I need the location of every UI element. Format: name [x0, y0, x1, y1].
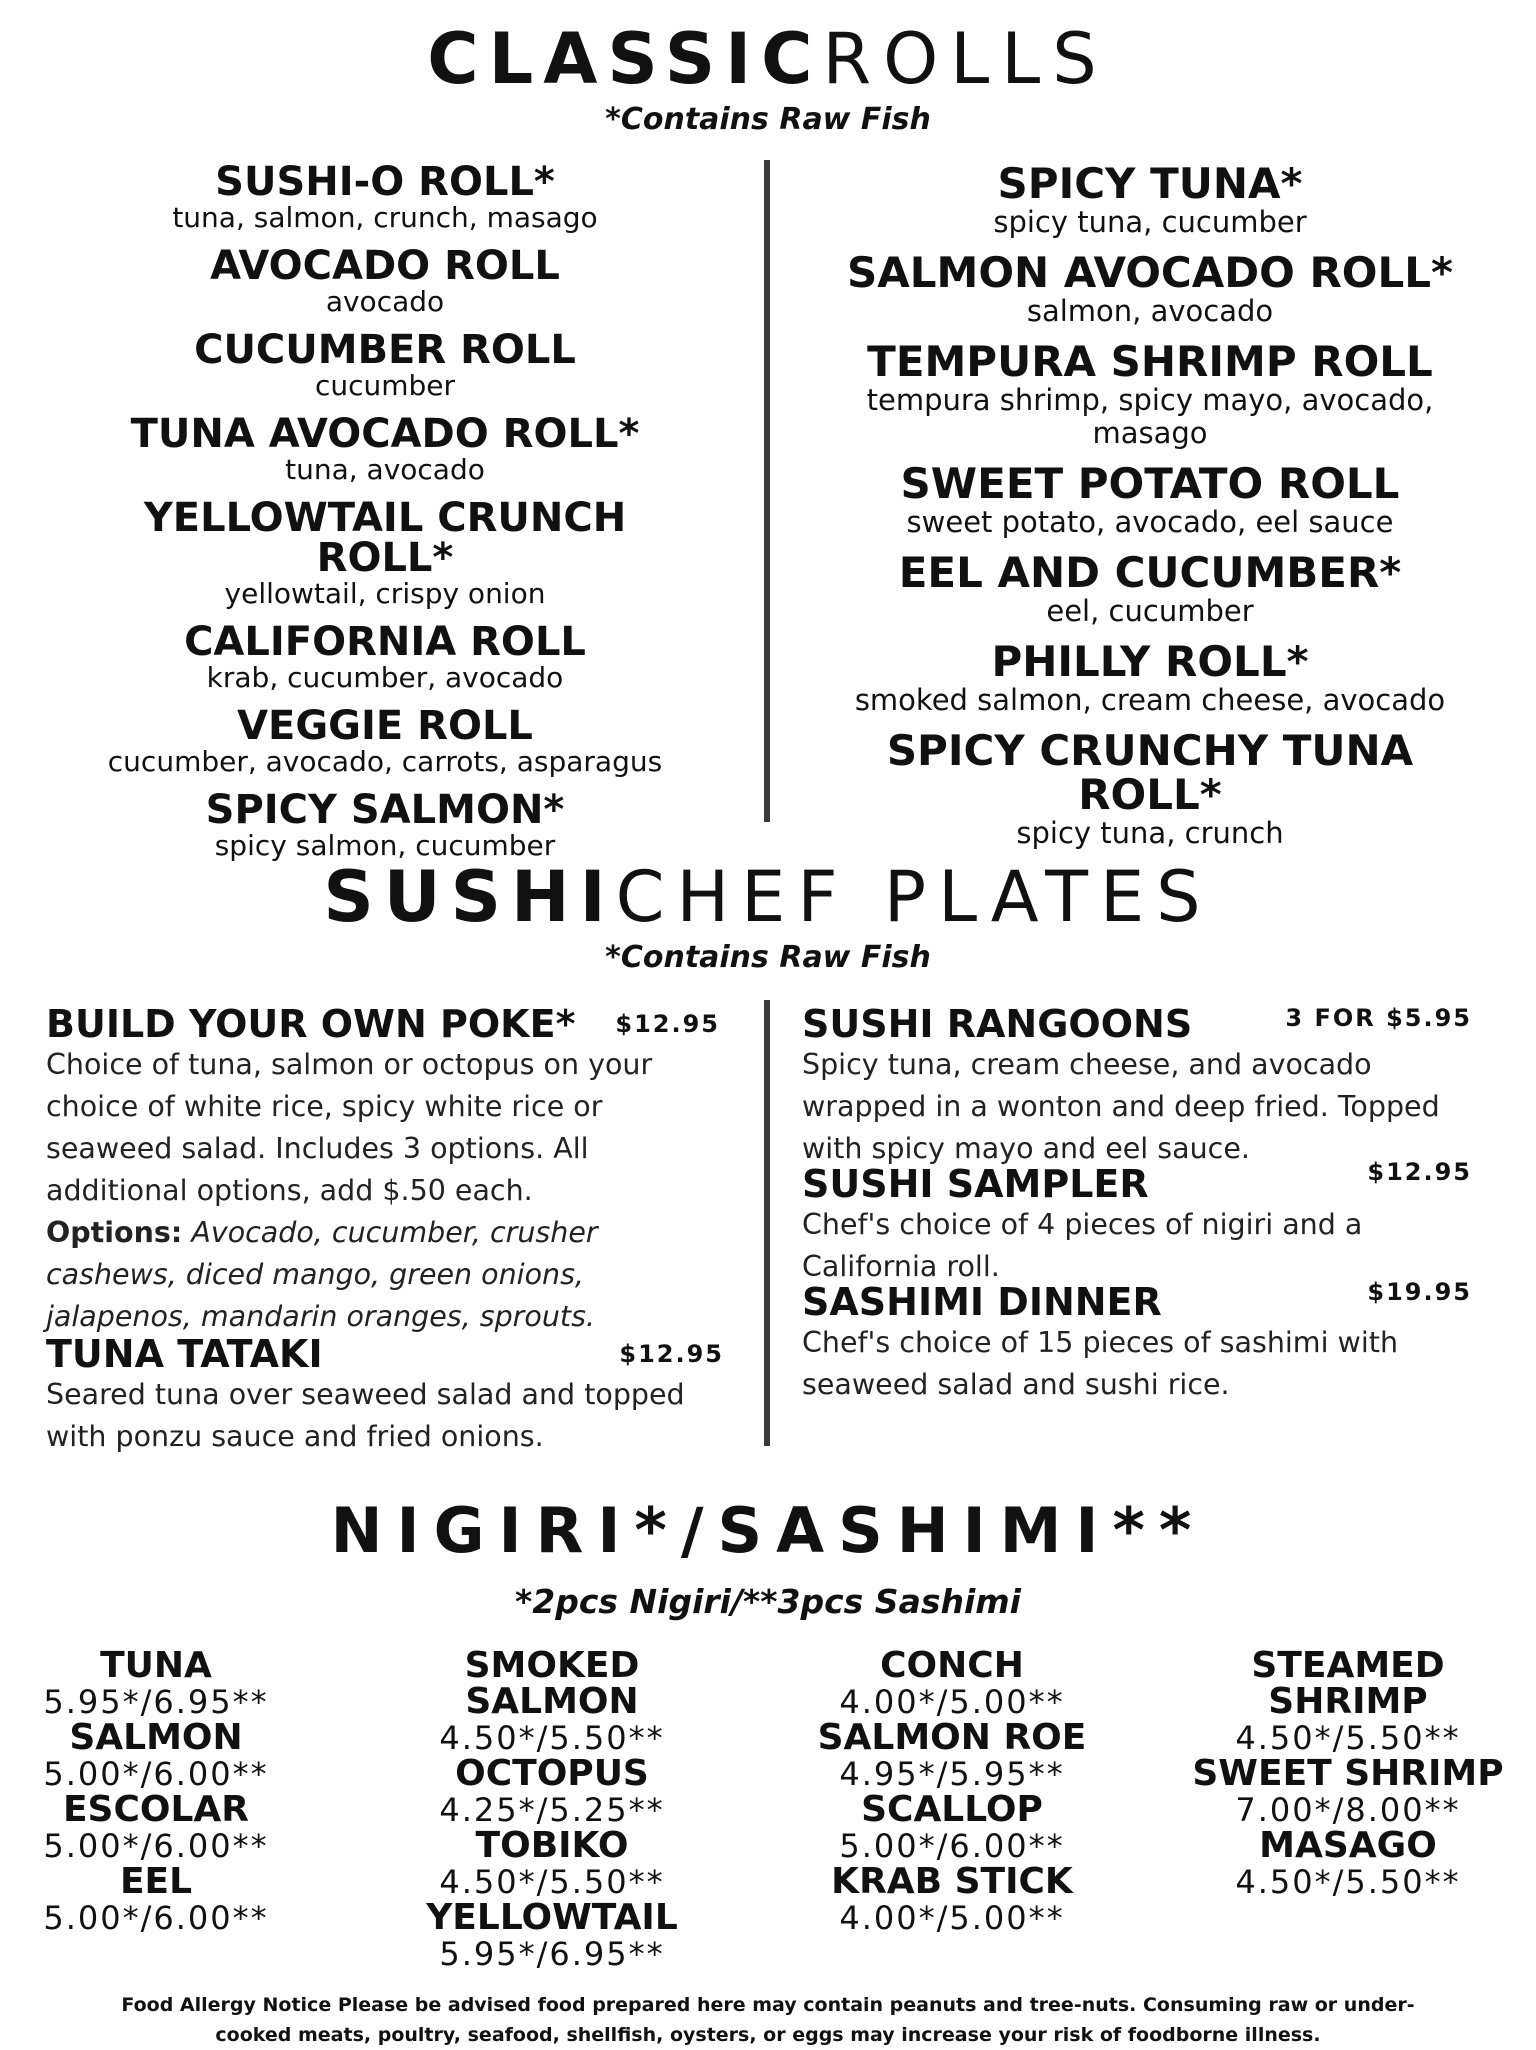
nigiri-item-price: 4.95*/5.95**	[839, 1755, 1065, 1793]
plate-description: Seared tuna over seaweed salad and topped with ponzu sauce and fried onions.	[46, 1378, 685, 1453]
nigiri-item-price: 5.00*/6.00**	[43, 1899, 269, 1937]
nigiri-item-name: OCTOPUS	[455, 1753, 649, 1794]
roll-description: salmon, avocado	[1026, 294, 1274, 328]
classic-divider	[764, 160, 770, 822]
plate-tuna-tataki	[46, 1334, 736, 1458]
plate-price: $12.95	[1367, 1158, 1472, 1186]
nigiri-item-name: ESCOLAR	[62, 1789, 250, 1830]
roll-name: SUSHI-O ROLL*	[215, 159, 555, 205]
nigiri-item-price: 4.25*/5.25**	[439, 1791, 665, 1829]
roll-description: smoked salmon, cream cheese, avocado	[854, 683, 1446, 717]
nigiri-item-name: KRAB STICK	[831, 1861, 1073, 1902]
chef-divider	[764, 1000, 770, 1446]
roll-name: CUCUMBER ROLL	[194, 327, 576, 373]
options-label: Options:	[46, 1216, 183, 1249]
nigiri-item-name: TUNA	[100, 1645, 212, 1686]
nigiri-item-price: 4.00*/5.00**	[839, 1683, 1065, 1721]
chef-plates-title	[0, 856, 1536, 938]
roll-description: yellowtail, crispy onion	[224, 577, 546, 610]
plate-price: $19.95	[1367, 1278, 1472, 1306]
roll-description: spicy tuna, cucumber	[993, 205, 1307, 239]
plate-price: 3 FOR $5.95	[1285, 1004, 1472, 1032]
roll-name: SPICY SALMON*	[205, 787, 565, 833]
classic-rolls-left-list	[90, 159, 680, 874]
plate-description: Spicy tuna, cream cheese, and avocado wrapped in a wonton and deep fried. Topped with spicy mayo and eel sauce.	[802, 1048, 1440, 1165]
nigiri-item-price: 5.00*/6.00**	[43, 1755, 269, 1793]
nigiri-item-name: STEAMED SHRIMP	[1251, 1645, 1445, 1722]
classic-raw-fish-note: *Contains Raw Fish	[605, 102, 931, 137]
allergy-notice-line-2: cooked meats, poultry, seafood, shellfish, oysters, or eggs may increase your risk of foodborne illness.	[215, 2024, 1321, 2046]
nigiri-item-name: SCALLOP	[861, 1789, 1043, 1830]
nigiri-item-price: 5.00*/6.00**	[839, 1827, 1065, 1865]
roll-description: spicy tuna, crunch	[1016, 816, 1284, 850]
nigiri-title	[0, 1494, 1536, 1567]
plate-poke	[46, 1004, 736, 1338]
plate-description: Chef's choice of 15 pieces of sashimi with seaweed salad and sushi rice.	[802, 1326, 1399, 1401]
nigiri-item-price: 5.00*/6.00**	[43, 1827, 269, 1865]
roll-name: TUNA AVOCADO ROLL*	[130, 411, 640, 457]
nigiri-column-1	[0, 1645, 336, 1937]
nigiri-item-price: 4.50*/5.50**	[1235, 1863, 1461, 1901]
nigiri-item-price: 7.00*/8.00**	[1235, 1791, 1461, 1829]
roll-description: tempura shrimp, spicy mayo, avocado, masago	[866, 383, 1434, 450]
nigiri-item-name: EEL	[119, 1861, 193, 1902]
roll-name: AVOCADO ROLL	[210, 243, 560, 289]
nigiri-item-name: CONCH	[880, 1645, 1024, 1686]
nigiri-item-price: 4.50*/5.50**	[1235, 1719, 1461, 1757]
roll-name: EEL AND CUCUMBER*	[898, 548, 1402, 597]
plate-price: $12.95	[619, 1340, 724, 1368]
classic-title-light: ROLLS	[822, 18, 1109, 100]
nigiri-item-price: 4.50*/5.50**	[439, 1863, 665, 1901]
nigiri-item-name: SALMON	[69, 1717, 243, 1758]
roll-description: tuna, salmon, crunch, masago	[172, 201, 598, 234]
classic-rolls-title	[0, 18, 1536, 100]
nigiri-item-name: SALMON ROE	[817, 1717, 1087, 1758]
plate-name: SASHIMI DINNER	[802, 1280, 1162, 1324]
roll-name: CALIFORNIA ROLL	[184, 619, 586, 665]
plate-name: SUSHI SAMPLER	[802, 1162, 1149, 1206]
allergy-notice-line-1: Food Allergy Notice Please be advised food prepared here may contain peanuts and tree-nuts. Consuming raw or under-	[121, 1994, 1415, 2016]
classic-title-bold: CLASSIC	[427, 18, 823, 100]
roll-name: PHILLY ROLL*	[991, 637, 1309, 686]
plate-description: Chef's choice of 4 pieces of nigiri and a California roll.	[802, 1208, 1363, 1283]
roll-name: VEGGIE ROLL	[237, 703, 533, 749]
plate-sushi-sampler	[802, 1158, 1472, 1288]
roll-description: eel, cucumber	[1046, 594, 1254, 628]
plate-price: $12.95	[615, 1010, 720, 1038]
roll-description: cucumber	[314, 369, 456, 402]
nigiri-item-price: 5.95*/6.95**	[43, 1683, 269, 1721]
roll-name: SPICY TUNA*	[997, 159, 1303, 208]
chef-title-bold: SUSHI	[323, 856, 616, 938]
nigiri-item-name: YELLOWTAIL	[426, 1897, 678, 1938]
roll-name: YELLOWTAIL CRUNCH ROLL*	[143, 495, 627, 581]
nigiri-item-name: SWEET SHRIMP	[1192, 1753, 1504, 1794]
nigiri-column-4	[1168, 1645, 1528, 1901]
roll-description: spicy salmon, cucumber	[214, 829, 556, 862]
plate-sushi-rangoons	[802, 1004, 1472, 1170]
chef-raw-fish-note: *Contains Raw Fish	[605, 940, 931, 975]
nigiri-column-3	[772, 1645, 1132, 1937]
plate-options	[46, 1212, 736, 1338]
nigiri-column-2	[372, 1645, 732, 1973]
nigiri-item-name: SMOKED SALMON	[464, 1645, 640, 1722]
classic-rolls-right-list	[840, 159, 1460, 862]
nigiri-item-price: 4.50*/5.50**	[439, 1719, 665, 1757]
plate-name: BUILD YOUR OWN POKE*	[46, 1002, 576, 1046]
nigiri-item-price: 4.00*/5.00**	[839, 1899, 1065, 1937]
nigiri-pieces-note: *2pcs Nigiri/**3pcs Sashimi	[514, 1582, 1021, 1621]
roll-name: SPICY CRUNCHY TUNA ROLL*	[886, 726, 1414, 819]
roll-name: SALMON AVOCADO ROLL*	[847, 248, 1453, 297]
roll-description: tuna, avocado	[285, 453, 485, 486]
plate-name: TUNA TATAKI	[46, 1332, 323, 1376]
options-list: Avocado, cucumber, crusher cashews, diced mango, green onions, jalapenos, mandarin oranges, sprouts.	[46, 1216, 598, 1333]
roll-name: TEMPURA SHRIMP ROLL	[867, 337, 1433, 386]
roll-description: krab, cucumber, avocado	[206, 661, 564, 694]
food-allergy-notice	[0, 1990, 1536, 2050]
nigiri-item-name: TOBIKO	[475, 1825, 629, 1866]
chef-title-light: CHEF PLATES	[615, 856, 1213, 938]
plate-sashimi-dinner	[802, 1278, 1472, 1406]
nigiri-title-text: NIGIRI*/SASHIMI**	[330, 1494, 1206, 1567]
plate-description: Choice of tuna, salmon or octopus on your choice of white rice, spicy white rice or seaweed salad. Includes 3 options. All additional options, add $.50 each.	[46, 1048, 653, 1207]
roll-description: avocado	[325, 285, 445, 318]
roll-description: sweet potato, avocado, eel sauce	[906, 505, 1394, 539]
roll-description: cucumber, avocado, carrots, asparagus	[107, 745, 663, 778]
nigiri-item-name: MASAGO	[1259, 1825, 1437, 1866]
plate-name: SUSHI RANGOONS	[802, 1002, 1193, 1046]
roll-name: SWEET POTATO ROLL	[900, 459, 1400, 508]
nigiri-item-price: 5.95*/6.95**	[439, 1935, 665, 1973]
